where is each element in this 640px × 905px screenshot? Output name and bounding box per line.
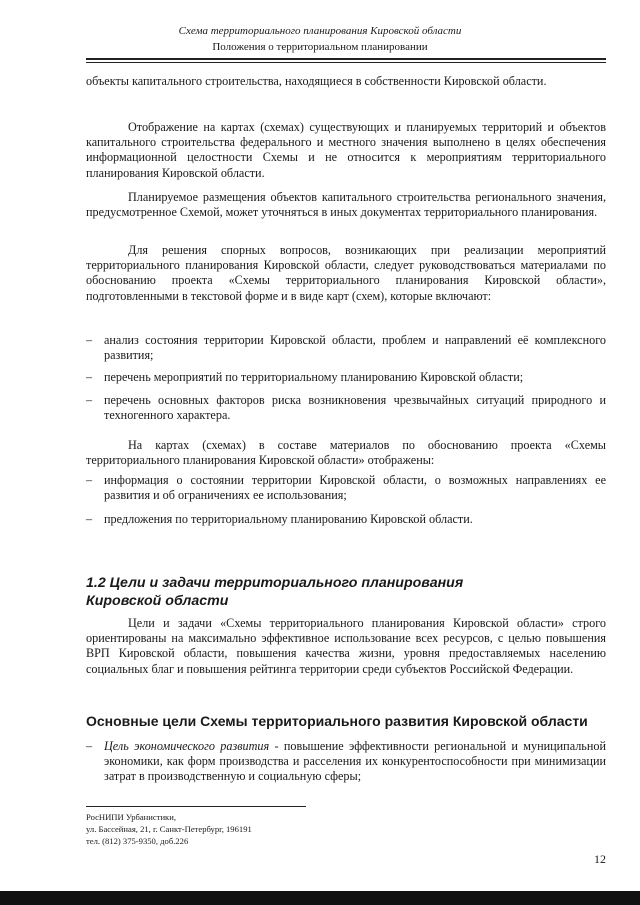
section-heading-line2: Кировской области: [86, 593, 229, 609]
goal-description: - повышение эффективности региональной и муниципальной экономики, как форм производства и расселения их конкурентоспособности при минимизации затрат в производственную и социальную сферы;: [104, 739, 606, 784]
list-item-text: анализ состояния территории Кировской области, проблем и направлений её комплексного развития;: [104, 333, 606, 363]
paragraph: Отображение на картах (схемах) существующих и планируемых территорий и объектов капитального строительства федерального и местного значения выполнено в целях обеспечения информационной целостности Схемы и не относится к мероприятиям территориального планирования Кировской области.: [86, 120, 606, 180]
goal-text: [104, 739, 606, 785]
page-number: 12: [594, 852, 606, 866]
header-rule-thin: [86, 62, 606, 63]
footer-org: РосНИПИ Урбанистики,: [86, 812, 176, 822]
paragraph: На картах (схемах) в составе материалов по обоснованию проекта «Схемы территориального планирования Кировской области» отображены:: [86, 438, 606, 468]
dash-marker: –: [86, 739, 93, 753]
list-item-text: перечень мероприятий по территориальному планированию Кировской области;: [104, 370, 524, 384]
paragraph: Для решения спорных вопросов, возникающих при реализации мероприятий территориального планирования Кировской области, следует руководствоваться материалами по обоснованию проекта «Схемы территориального планирования Кировской области», подготовленными в текстовой форме и в виде карт (схем), которые включают:: [86, 243, 606, 303]
list-item-text: информация о состоянии территории Кировской области, о возможных направлениях ее развития и об ограничениях ее использования;: [104, 473, 606, 503]
goal-term: Цель экономического развития: [104, 739, 270, 753]
dash-marker: –: [86, 333, 93, 347]
dash-marker: –: [86, 473, 93, 487]
section-heading-line1: 1.2 Цели и задачи территориального планирования: [86, 575, 464, 591]
footer-address: ул. Бассейная, 21, г. Санкт-Петербург, 196191: [86, 824, 252, 834]
dash-marker: –: [86, 512, 93, 526]
footer-rule: [86, 806, 306, 807]
running-header-subtitle: Положения о территориальном планировании: [212, 41, 428, 53]
running-header-title: Схема территориального планирования Кировской области: [178, 25, 462, 37]
footer-phone: тел. (812) 375-9350, доб.226: [86, 836, 189, 846]
list-item-text: перечень основных факторов риска возникновения чрезвычайных ситуаций природного и техногенного характера.: [104, 393, 606, 423]
paragraph: объекты капитального строительства, находящиеся в собственности Кировской области.: [86, 74, 547, 88]
scan-edge-bar: [0, 891, 640, 905]
header-rule: [86, 58, 606, 60]
dash-marker: –: [86, 370, 93, 384]
dash-marker: –: [86, 393, 93, 407]
list-item-text: предложения по территориальному планированию Кировской области.: [104, 512, 473, 526]
paragraph: Планируемое размещения объектов капитального строительства регионального значения, предусмотренное Схемой, может уточняться в иных документах территориального планирования.: [86, 190, 606, 220]
subsection-heading: Основные цели Схемы территориального развития Кировской области: [86, 713, 588, 729]
paragraph: Цели и задачи «Схемы территориального планирования Кировской области» строго ориентированы на максимально эффективное использование всех ресурсов, с целью повышения ВРП Кировской области, повышения качества жизни, уровня предоставляемых населению социальных благ и повышения рейтинга территории среди субъектов Российской Федерации.: [86, 616, 606, 676]
